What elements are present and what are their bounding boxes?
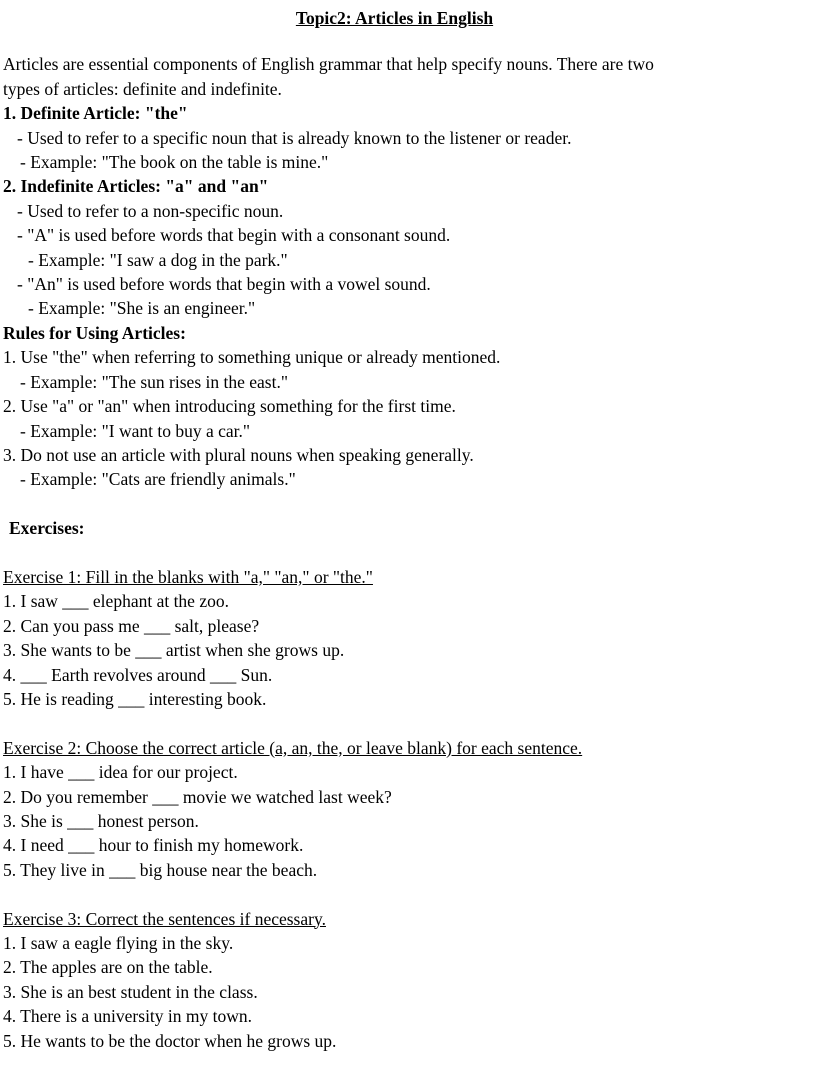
exercise-item: 1. I saw a eagle flying in the sky.	[3, 932, 234, 953]
exercise-item: 3. She wants to be ___ artist when she grows up.	[3, 640, 345, 661]
rule-line: 2. Use "a" or "an" when introducing something for the first time.	[3, 396, 456, 417]
exercise-item: 1. I have ___ idea for our project.	[3, 762, 238, 783]
indefinite-detail-line: - "A" is used before words that begin with a consonant sound.	[17, 225, 451, 246]
intro-line: Articles are essential components of English grammar that help specify nouns. There are two	[3, 54, 654, 75]
exercise-item: 2. Can you pass me ___ salt, please?	[3, 615, 260, 636]
exercise-item: 1. I saw ___ elephant at the zoo.	[3, 591, 229, 612]
definite-example-line: - Example: "The book on the table is mine."	[20, 152, 329, 173]
indefinite-example-line: - Example: "I saw a dog in the park."	[28, 249, 288, 270]
indefinite-detail-line: - "An" is used before words that begin with a vowel sound.	[17, 274, 431, 295]
exercise-item: 4. ___ Earth revolves around ___ Sun.	[3, 664, 273, 685]
exercise-2-section	[3, 736, 786, 882]
exercise-item: 2. The apples are on the table.	[3, 957, 213, 978]
exercise-3-section	[3, 907, 786, 1053]
exercise-item: 5. He wants to be the doctor when he grows up.	[3, 1030, 337, 1051]
exercise-2-heading: Exercise 2: Choose the correct article (a, an, the, or leave blank) for each sentence.	[3, 737, 583, 758]
exercise-1-heading: Exercise 1: Fill in the blanks with "a," "an," or "the."	[3, 566, 373, 587]
exercise-item: 4. There is a university in my town.	[3, 1006, 253, 1027]
rule-example-line: - Example: "Cats are friendly animals."	[20, 469, 296, 490]
definite-detail-line: - Used to refer to a specific noun that is already known to the listener or reader.	[17, 127, 572, 148]
exercise-3-heading: Exercise 3: Correct the sentences if necessary.	[3, 908, 326, 929]
exercise-item: 5. He is reading ___ interesting book.	[3, 688, 267, 709]
rule-example-line: - Example: "The sun rises in the east."	[20, 371, 288, 392]
exercise-item: 5. They live in ___ big house near the beach.	[3, 859, 318, 880]
exercise-1-section	[3, 565, 786, 711]
exercise-item: 3. She is ___ honest person.	[3, 810, 199, 831]
intro-line: types of articles: definite and indefinite.	[3, 78, 282, 99]
rules-heading: Rules for Using Articles:	[3, 322, 186, 343]
definite-article-heading: 1. Definite Article: "the"	[3, 103, 188, 124]
exercise-item: 4. I need ___ hour to finish my homework.	[3, 835, 304, 856]
rule-line: 3. Do not use an article with plural nouns when speaking generally.	[3, 444, 474, 465]
indefinite-articles-heading: 2. Indefinite Articles: "a" and "an"	[3, 176, 269, 197]
exercises-label: Exercises:	[9, 518, 85, 539]
exercise-item: 2. Do you remember ___ movie we watched last week?	[3, 786, 392, 807]
intro-paragraph	[3, 52, 786, 101]
exercise-item: 3. She is an best student in the class.	[3, 981, 258, 1002]
indefinite-example-line: - Example: "She is an engineer."	[28, 298, 256, 319]
rules-section	[3, 321, 786, 492]
rule-line: 1. Use "the" when referring to something unique or already mentioned.	[3, 347, 501, 368]
indefinite-detail-line: - Used to refer to a non-specific noun.	[17, 200, 284, 221]
definite-article-section	[3, 101, 786, 174]
indefinite-articles-section	[3, 174, 786, 320]
rule-example-line: - Example: "I want to buy a car."	[20, 420, 251, 441]
page-title: Topic2: Articles in English	[295, 8, 494, 28]
